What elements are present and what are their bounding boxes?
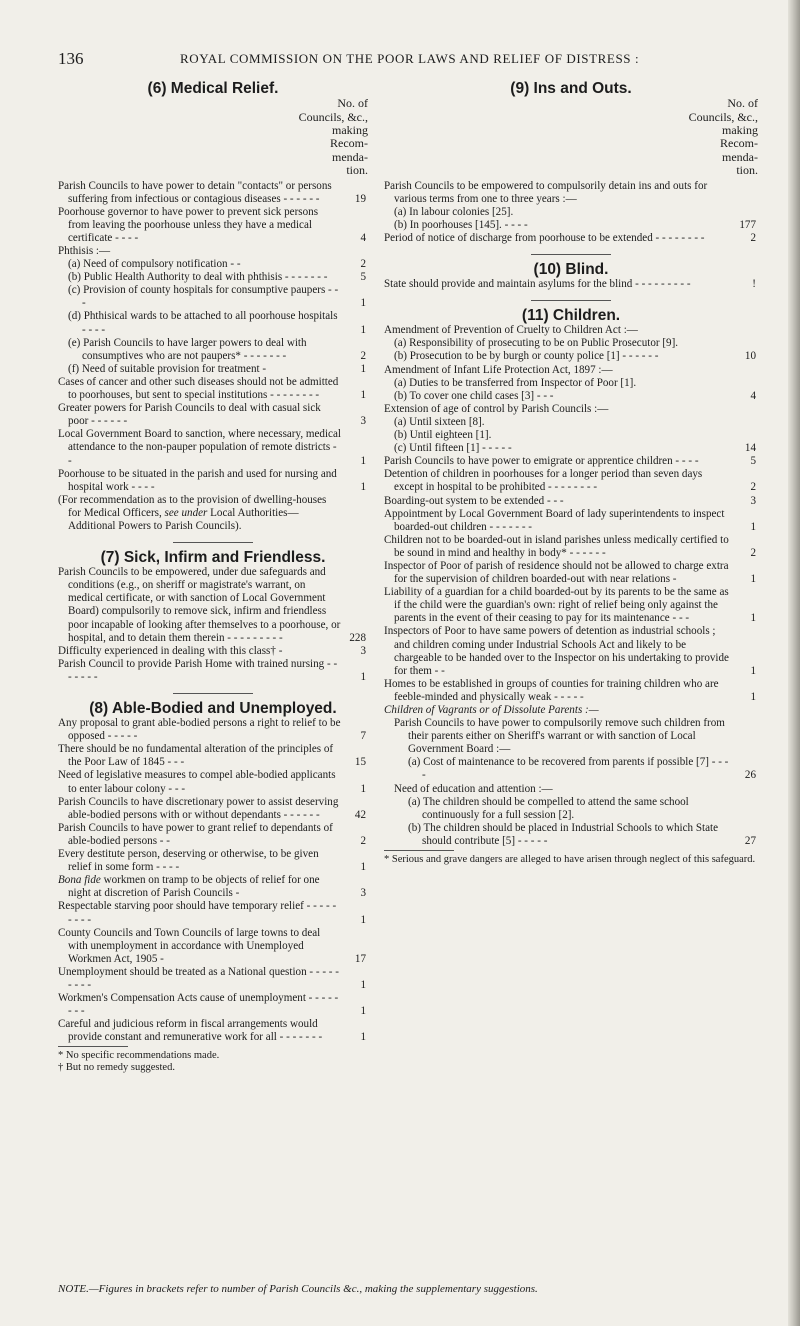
section-ins-outs-title: (9) Ins and Outs. — [510, 80, 632, 97]
entry: (b) Until eighteen [1]. — [394, 429, 492, 442]
entry: Parish Council to provide Parish Home with trained nursing - - - - - - - 1 — [58, 657, 366, 683]
entry: Parish Councils to have power to compulsorily remove such children from their parents either on Sheriff's warrant or with sanction of Local Government Board :— — [394, 717, 725, 756]
page-edge-shadow — [788, 0, 800, 1326]
entry: Difficulty experienced in dealing with this class† - 3 — [58, 644, 366, 657]
entry: Greater powers for Parish Councils to deal with casual sick poor - - - - - - 3 — [58, 402, 366, 428]
entry: (b) In poorhouses [145]. - - - - 177 — [394, 218, 756, 231]
page-header — [58, 49, 758, 69]
section-divider — [531, 300, 611, 301]
entry: (b) To cover one child cases [3] - - - 4 — [394, 389, 756, 402]
running-title: ROYAL COMMISSION ON THE POOR LAWS AND RELIEF OF DISTRESS : — [180, 51, 640, 66]
footnote-divider — [384, 850, 454, 851]
entry: (c) Until fifteen [1] - - - - - 14 — [394, 442, 756, 455]
entry: Parish Councils to be empowered to compulsorily detain ins and outs for various terms from one to three years :— — [384, 179, 708, 205]
entry: (a) Duties to be transferred from Inspector of Poor [1]. — [394, 376, 637, 389]
section-divider — [173, 693, 253, 694]
entry: There should be no fundamental alteration of the principles of the Poor Law of 1845 - - - 15 — [58, 743, 366, 769]
footnote: * Serious and grave dangers are alleged to have arisen through neglect of this safeguard. — [384, 854, 756, 866]
entry: (a) Until sixteen [8]. — [394, 415, 485, 428]
entry: Homes to be established in groups of counties for training children who are feeble-minded and physically weak - - - - - 1 — [384, 677, 756, 703]
entry: Amendment of Prevention of Cruelty to Children Act :— — [384, 324, 638, 337]
entry: (b) Prosecution to be by burgh or county police [1] - - - - - - 10 — [394, 350, 756, 363]
entry: (a) The children should be compelled to attend the same school continuously for a full session [2]. — [408, 795, 689, 821]
entry: Careful and judicious reform in fiscal arrangements would provide constant and remunerative work for all - - - - - - - 1 — [58, 1018, 366, 1044]
entry: (a) Cost of maintenance to be recovered from parents if possible [7] - - - - 26 — [408, 756, 756, 782]
entry: (f) Need of suitable provision for treatment - 1 — [68, 362, 366, 375]
entry: (a) In labour colonies [25]. — [394, 205, 514, 218]
entry: Respectable starving poor should have temporary relief - - - - - - - - - 1 — [58, 900, 366, 926]
entry: Phthisis :— — [58, 245, 111, 257]
entry: Poorhouse to be situated in the parish and used for nursing and hospital work - - - - 1 — [58, 467, 366, 493]
section-able-bodied-title: (8) Able-Bodied and Unemployed. — [89, 700, 337, 717]
section-divider — [173, 542, 253, 543]
footnote: * No specific recommendations made. — [58, 1050, 220, 1062]
entry: Amendment of Infant Life Protection Act, 1897 :— — [384, 363, 613, 376]
entry: Unemployment should be treated as a National question - - - - - - - - - 1 — [58, 965, 366, 991]
entry: Every destitute person, deserving or otherwise, to be given relief in some form - - - - 1 — [58, 848, 366, 874]
section-divider — [531, 254, 611, 255]
entry: Parish Councils to have power to grant relief to dependants of able-bodied persons - - 2 — [58, 821, 366, 847]
section-medical-relief-title: (6) Medical Relief. — [147, 80, 279, 97]
column-heading: No. of Councils, &c., making Recom- menda- tion. — [688, 96, 758, 178]
page-note: NOTE.—Figures in brackets refer to number of Parish Councils &c., making the supplementary suggestions. — [58, 1283, 538, 1295]
entry: (For recommendation as to the provision of dwelling-houses for Medical Officers, see under Local Authorities—Additional Powers to Parish Councils). — [58, 493, 327, 532]
entry: State should provide and maintain asylums for the blind - - - - - - - - - ! — [384, 278, 756, 291]
entry: Need of education and attention :— — [394, 782, 553, 795]
entry: Children not to be boarded-out in island parishes unless medically certified to be sound in mind and healthy in body* - - - - - - 2 — [384, 533, 756, 559]
entry: Workmen's Compensation Acts cause of unemployment - - - - - - - - 1 — [58, 992, 366, 1018]
entry: Period of notice of discharge from poorhouse to be extended - - - - - - - - 2 — [384, 231, 756, 244]
entry: Bona fide workmen on tramp to be objects of relief for one night at discretion of Parish Councils - 3 — [58, 874, 366, 900]
column-heading: No. of Councils, &c., making Recom- menda- tion. — [298, 96, 368, 178]
section-blind-title: (10) Blind. — [533, 261, 609, 278]
entry: Detention of children in poorhouses for a longer period than seven days except in hospital to be prohibited - - - - - - - - 2 — [384, 468, 756, 494]
entry: Parish Councils to have discretionary power to assist deserving able-bodied persons with or without dependants - - - - - - 42 — [58, 795, 366, 821]
entry: (b) The children should be placed in Industrial Schools to which State should contribute [5] - - - - - 27 — [408, 821, 756, 847]
entry: Boarding-out system to be extended - - - 3 — [384, 494, 756, 507]
footnote-divider — [58, 1046, 128, 1047]
section-sick-infirm-title: (7) Sick, Infirm and Friendless. — [100, 549, 326, 567]
entry: Parish Councils to be empowered, under due safeguards and conditions (e.g., on sheriff or magistrate's warrant, on medical certificate, or with sanction of Local Government Board) compulsorily to remove sick, infirm and friendless poor incapable of looking after themselves to a poorhouse, or hospital, and to detain them therein - - - - - - - - - 228 — [58, 566, 366, 644]
entry: (c) Provision of county hospitals for consumptive paupers - - - 1 — [68, 284, 366, 310]
entry: Poorhouse governor to have power to prevent sick persons from leaving the poorhouse unless they have a medical certificate - - - - 4 — [58, 205, 366, 244]
entry: Any proposal to grant able-bodied persons a right to relief to be opposed - - - - - 7 — [58, 717, 366, 743]
left-column — [58, 82, 368, 1074]
page-number: 136 — [58, 49, 84, 68]
entry: (e) Parish Councils to have larger powers to deal with consumptives who are not paupers* - - - - - - - 2 — [68, 336, 366, 362]
entry: Parish Councils to have power to detain "contacts" or persons suffering from infectious or contagious diseases - - - - - - 19 — [58, 179, 366, 205]
subsection-heading: Children of Vagrants or of Dissolute Parents :— — [384, 704, 599, 716]
entry: Inspector of Poor of parish of residence should not be allowed to charge extra for the supervision of children boarded-out with near relations - 1 — [384, 559, 756, 586]
entry: Extension of age of control by Parish Councils :— — [384, 402, 609, 415]
section-children-title: (11) Children. — [521, 307, 621, 325]
entry: Cases of cancer and other such diseases should not be admitted to poorhouses, but sent to special institutions - - - - - - - - 1 — [58, 375, 366, 402]
entry: Inspectors of Poor to have same powers of detention as industrial schools ; and children coming under Industrial Schools Act and likely to be chargeable to be handed over to the Inspector on his undertaking to provide for them - - 1 — [384, 625, 756, 677]
entry: County Councils and Town Councils of large towns to deal with unemployment in accordance with Unemployed Workmen Act, 1905 - 17 — [58, 926, 366, 965]
entry: (b) Public Health Authority to deal with phthisis - - - - - - - 5 — [68, 271, 366, 284]
entry: Local Government Board to sanction, where necessary, medical attendance to the non-pauper population of remote districts - - 1 — [58, 428, 366, 467]
entry: Need of legislative measures to compel able-bodied applicants to enter labour colony - - - 1 — [58, 769, 366, 795]
entry: Parish Councils to have power to emigrate or apprentice children - - - - 5 — [384, 455, 756, 468]
entry: (a) Responsibility of prosecuting to be on Public Prosecutor [9]. — [394, 337, 679, 350]
entry: Liability of a guardian for a child boarded-out by its parents to be the same as if the child were the guardian's own: right of relief being only against the parents in the event of their ceasing to pay for its maintenance - - - 1 — [384, 586, 756, 625]
entry: (a) Need of compulsory notification - - 2 — [68, 258, 366, 271]
entry: Appointment by Local Government Board of lady superintendents to inspect boarded-out children - - - - - - - 1 — [384, 507, 756, 533]
entry: (d) Phthisical wards to be attached to all poorhouse hospitals - - - - 1 — [68, 310, 366, 336]
footnote: † But no remedy suggested. — [58, 1062, 175, 1074]
right-column — [384, 82, 758, 866]
